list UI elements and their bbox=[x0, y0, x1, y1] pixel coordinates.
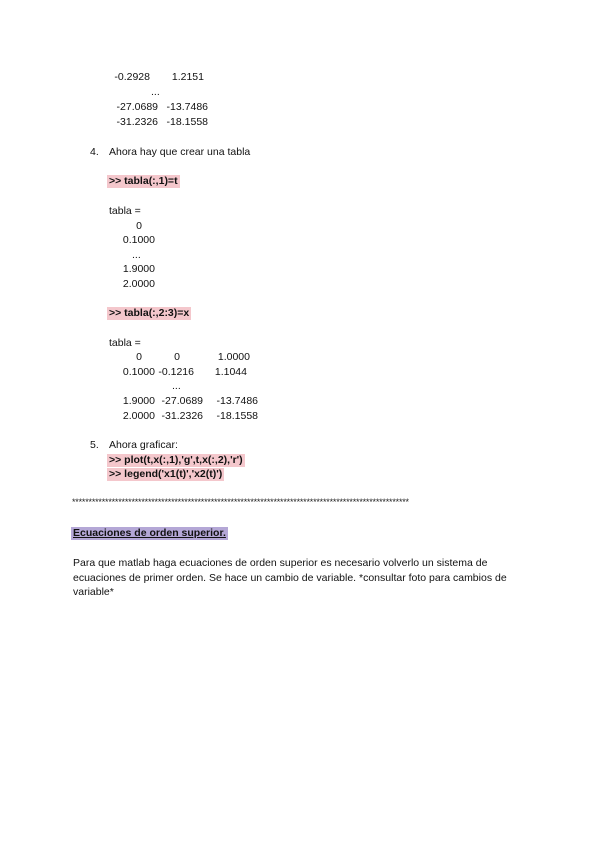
list-text: Ahora graficar: bbox=[109, 439, 178, 451]
section-paragraph: Para que matlab haga ecuaciones de orden superior es necesario volverlo un sistema de ecuaciones de primer orden. Se hace un cambio de variable. *consultar foto para cambios de variable* bbox=[73, 557, 507, 598]
result-label: tabla = bbox=[109, 337, 141, 349]
result-value: 1.9000 bbox=[122, 263, 155, 275]
code-command: >> legend('x1(t)','x2(t)') bbox=[109, 468, 223, 480]
result-value: 0.1000 bbox=[122, 234, 155, 246]
matrix-cell: -27.0689 bbox=[116, 101, 158, 113]
table-cell: -31.2326 bbox=[161, 410, 203, 422]
table-cell: 1.0000 bbox=[217, 351, 250, 363]
matrix-cell: -0.2928 bbox=[114, 71, 150, 83]
list-number: 5. bbox=[90, 439, 99, 451]
matrix-cell: -31.2326 bbox=[116, 116, 158, 128]
list-text: Ahora hay que crear una tabla bbox=[109, 146, 251, 158]
table-cell: 0 bbox=[174, 351, 180, 363]
table-cell: 2.0000 bbox=[122, 410, 155, 422]
list-number: 4. bbox=[90, 146, 99, 158]
code-command: >> tabla(:,2:3)=x bbox=[109, 307, 190, 319]
result-ellipsis: ... bbox=[132, 249, 141, 261]
table-cell: -13.7486 bbox=[216, 395, 258, 407]
table-cell: -18.1558 bbox=[216, 410, 258, 422]
table-ellipsis: ... bbox=[172, 380, 181, 392]
matrix-cell: -13.7486 bbox=[166, 101, 208, 113]
result-value: 0 bbox=[136, 220, 142, 232]
result-label: tabla = bbox=[109, 205, 141, 217]
matrix-cell: 1.2151 bbox=[171, 71, 204, 83]
result-value: 2.0000 bbox=[122, 278, 155, 290]
code-command: >> tabla(:,1)=t bbox=[109, 175, 178, 187]
table-cell: 0.1000 bbox=[122, 366, 155, 378]
table-cell: 0 bbox=[136, 351, 142, 363]
code-command: >> plot(t,x(:,1),'g',t,x(:,2),'r') bbox=[109, 454, 243, 466]
table-cell: -27.0689 bbox=[161, 395, 203, 407]
section-heading: Ecuaciones de orden superior. bbox=[73, 527, 226, 539]
matrix-ellipsis: ... bbox=[151, 86, 160, 98]
table-cell: 1.1044 bbox=[214, 366, 247, 378]
separator-line: ****************************************************************************************************** bbox=[72, 497, 409, 507]
matrix-cell: -18.1558 bbox=[166, 116, 208, 128]
table-cell: 1.9000 bbox=[122, 395, 155, 407]
table-cell: -0.1216 bbox=[158, 366, 194, 378]
